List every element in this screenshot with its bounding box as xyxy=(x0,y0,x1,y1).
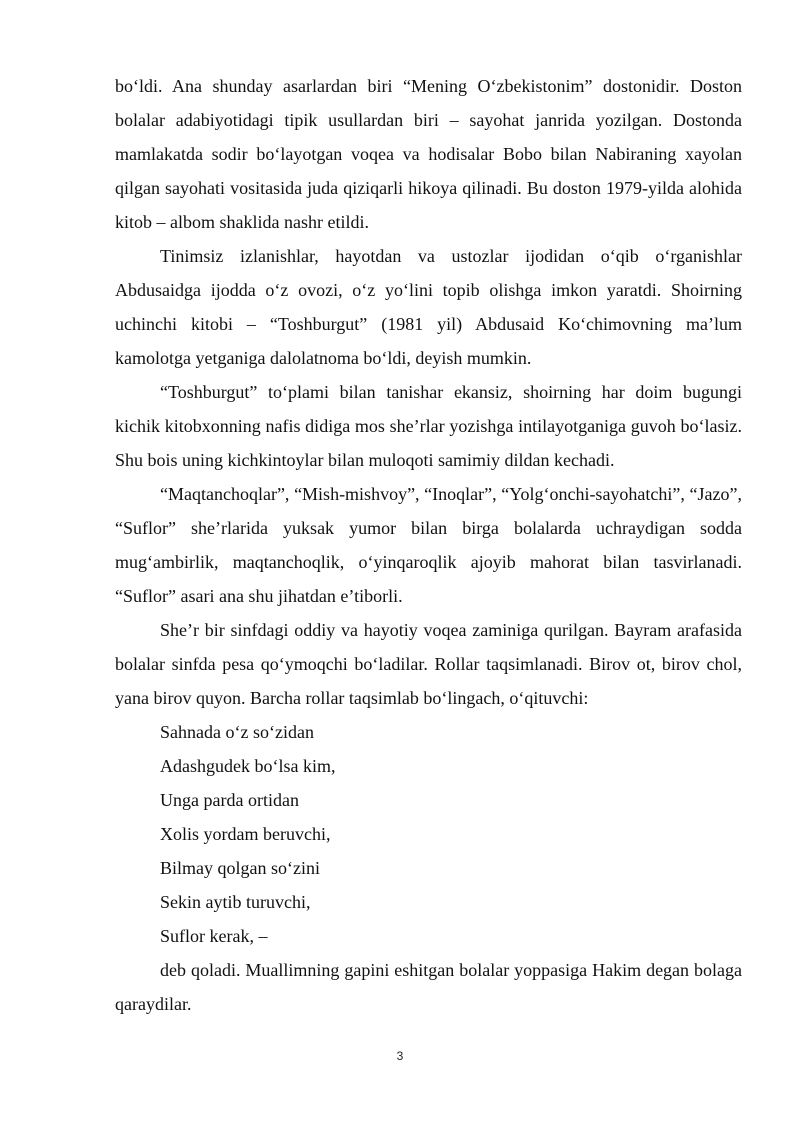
poem-line: Xolis yordam beruvchi, xyxy=(160,824,331,844)
poem-line: Sekin aytib turuvchi, xyxy=(160,892,311,912)
poem-line: Suflor kerak, – xyxy=(160,926,268,946)
paragraph-toshburgut: “Toshburgut” to‘plami bilan tanishar ekansiz, shoirning har doim bugungi kichik kitobxonning nafis didiga mos she’rlar yozishga intilayotganiga guvoh bo‘lasiz. Shu bois uning kichkintoylar bilan muloqoti samimiy dildan kechadi. xyxy=(115,382,742,470)
paragraph-sherlar-list: “Maqtanchoqlar”, “Mish-mishvoy”, “Inoqlar”, “Yolg‘onchi-sayohatchi”, “Jazo”, “Suflor” she’rlarida yuksak yumor bilan birga bolalarda uchraydigan sodda mug‘ambirlik, maqtanchoqlik, o‘yinqaroqlik ajoyib mahorat bilan tasvirlanadi. “Suflor” asari ana shu jihatdan e’tiborli. xyxy=(115,484,742,606)
poem-line: Adashgudek bo‘lsa kim, xyxy=(160,756,336,776)
poem-line: Sahnada o‘z so‘zidan xyxy=(160,722,314,742)
paragraph-izlanishlar: Tinimsiz izlanishlar, hayotdan va ustozlar ijodidan o‘qib o‘rganishlar Abdusaidga ijodda o‘z ovozi, o‘z yo‘lini topib olishga imkon yaratdi. Shoirning uchinchi kitobi – “Toshburgut” (1981 yil) Abdusaid Ko‘chimovning ma’lum kamolotga yetganiga dalolatnoma bo‘ldi, deyish mumkin. xyxy=(115,246,742,368)
poem-line: Unga parda ortidan xyxy=(160,790,299,810)
paragraph-deb-qoladi: deb qoladi. Muallimning gapini eshitgan bolalar yoppasiga Hakim degan bolaga qaraydilar. xyxy=(115,960,742,1014)
page-number: 3 xyxy=(396,1049,404,1063)
poem-block xyxy=(115,715,742,953)
poem-line: Bilmay qolgan so‘zini xyxy=(160,858,320,878)
paragraph-sher-voqea: She’r bir sinfdagi oddiy va hayotiy voqea zaminiga qurilgan. Bayram arafasida bolalar sinfda pesa qo‘ymoqchi bo‘ladilar. Rollar taqsimlanadi. Birov ot, birov chol, yana birov quyon. Barcha rollar taqsimlab bo‘lingach, o‘qituvchi: xyxy=(115,620,742,708)
paragraph-doston: bo‘ldi. Ana shunday asarlardan biri “Mening O‘zbekistonim” dostonidir. Doston bolalar adabiyotidagi tipik usullardan biri – sayohat janrida yozilgan. Dostonda mamlakatda sodir bo‘layotgan voqea va hodisalar Bobo bilan Nabiraning xayolan qilgan sayohati vositasida juda qiziqarli hikoya qilinadi. Bu doston 1979-yilda alohida kitob – albom shaklida nashr etildi. xyxy=(115,76,742,232)
document-page xyxy=(115,69,742,1021)
